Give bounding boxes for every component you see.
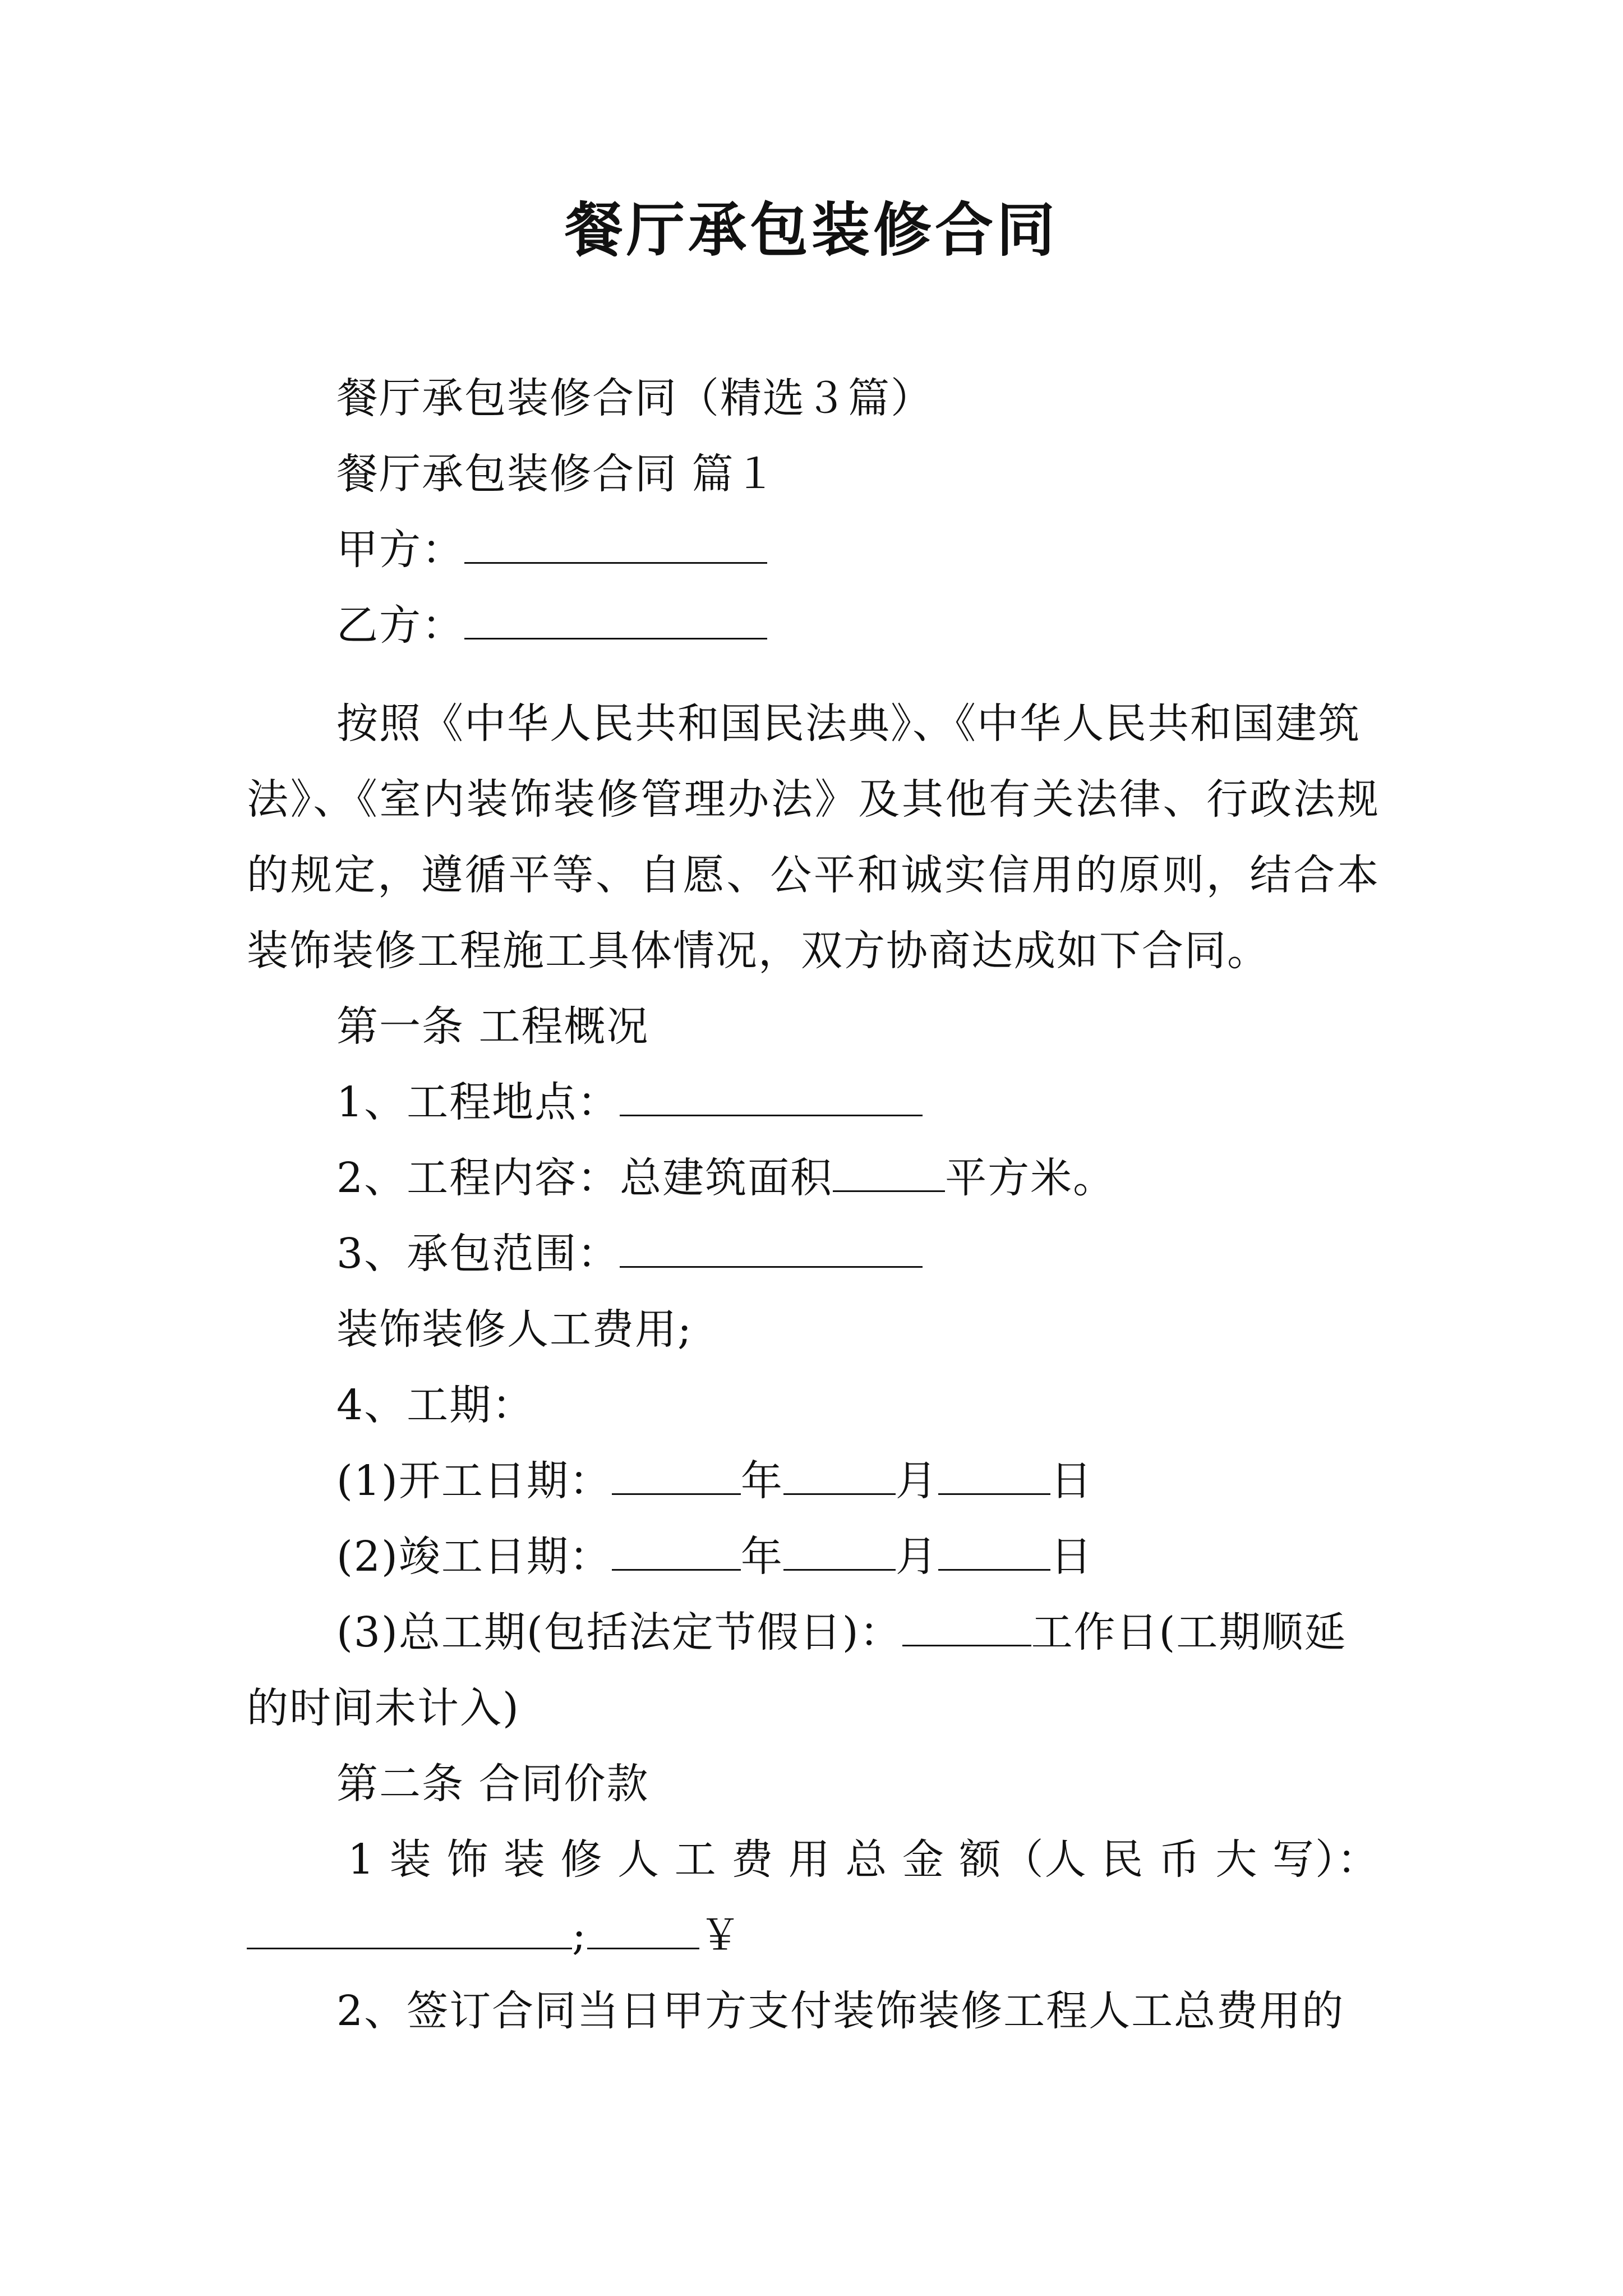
finish-date-line [336,1529,1093,1585]
finish-day-blank [938,1534,1050,1571]
start-year-blank [612,1458,741,1495]
party-b-label: 乙方： [336,601,464,650]
location-blank [620,1080,923,1116]
party-a-blank [464,527,767,564]
scope-line [336,1226,923,1282]
article2-heading: 第二条 合同价款 [336,1760,649,1808]
workdays-blank [902,1610,1031,1646]
day-label: 日 [1050,1533,1093,1581]
semicolon: ; [572,1911,587,1959]
article1-heading: 第一条 工程概况 [336,1002,649,1051]
area-blank [833,1156,945,1192]
intro-line-3: 的规定，遵循平等、自愿、公平和诚实信用的原则，结合本 [247,851,1380,899]
party-b-blank [464,603,767,639]
year-label: 年 [740,1457,783,1505]
start-month-blank [783,1458,896,1495]
month-label: 月 [895,1533,938,1581]
party-a-line [336,522,767,578]
intro-line-2: 法》、《室内装饰装修管理办法》及其他有关法律、行政法规 [247,775,1380,823]
finish-month-blank [783,1534,896,1571]
start-date-label: (1)开工日期： [336,1457,612,1505]
location-line [336,1074,923,1130]
intro-line-1: 按照《中华人民共和国民法典》、《中华人民共和国建筑 [336,700,1361,748]
amount-blanks-line [247,1907,742,1963]
day-label: 日 [1050,1457,1093,1505]
section-heading: 餐厅承包装修合同 篇１ [336,450,777,498]
content-line [336,1150,1115,1206]
total-period-note: 的时间未计入) [247,1684,520,1732]
scope-note: 装饰装修人工费用; [336,1305,693,1354]
start-date-line [336,1453,1093,1509]
total-period-line [336,1604,1347,1660]
party-a-label: 甲方： [336,526,464,574]
month-label: 月 [895,1457,938,1505]
finish-date-label: (2)竣工日期： [336,1533,612,1581]
workdays-label: 工作日(工期顺延 [1031,1608,1347,1657]
subtitle: 餐厅承包装修合同（精选３篇） [336,374,933,422]
yen-sign: ￥ [699,1911,742,1959]
scope-label: 3、承包范围： [336,1230,620,1278]
intro-line-4: 装饰装修工程施工具体情况，双方协商达成如下合同。 [247,927,1270,975]
content-label: 2、工程内容：总建筑面积 [336,1154,833,1202]
location-label: 1、工程地点： [336,1078,620,1126]
payment-line: 2、签订合同当日甲方支付装饰装修工程人工总费用的 [336,1987,1345,2035]
amount-figure-blank [587,1913,699,1949]
scope-blank [620,1231,923,1268]
document-title: 餐厅承包装修合同 [564,195,1058,264]
total-period-label: (3)总工期(包括法定节假日)： [336,1608,902,1657]
period-label: 4、工期： [336,1381,535,1429]
amount-words-blank [247,1913,572,1949]
year-label: 年 [740,1533,783,1581]
finish-year-blank [612,1534,741,1571]
content-unit: 平方米。 [945,1154,1116,1202]
party-b-line [336,597,767,654]
amount-line: 1 装 饰 装 修 人 工 费 用 总 金 额（人 民 币 大 写）： [348,1835,1380,1884]
start-day-blank [938,1458,1050,1495]
